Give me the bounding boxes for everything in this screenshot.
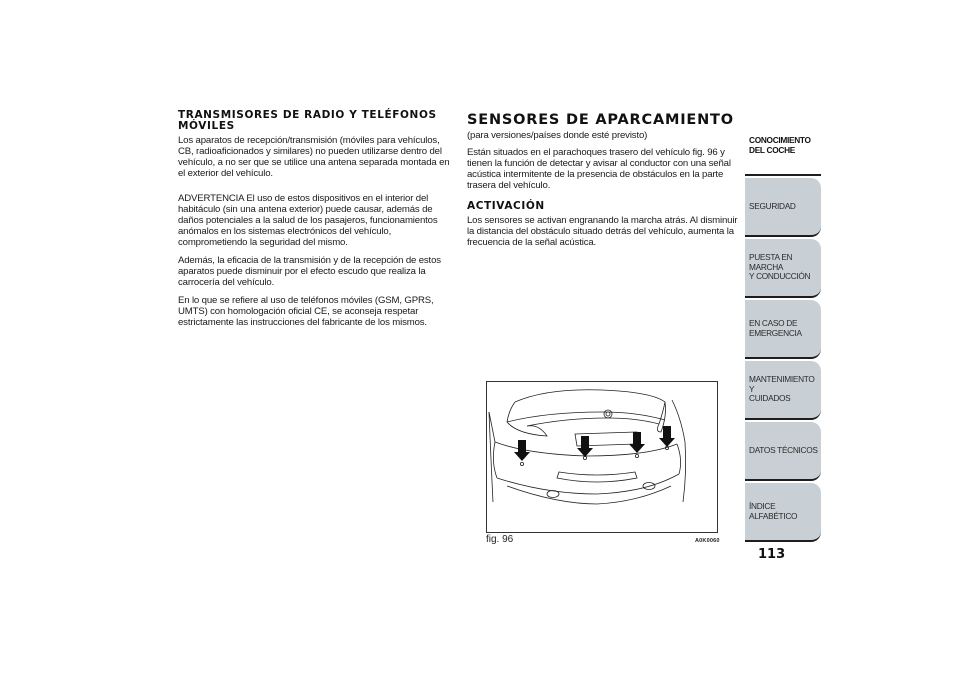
tab-label: PUESTA EN MARCHA Y CONDUCCIÓN (749, 252, 811, 282)
parking-sensors-intro: Están situados en el parachoques trasero del vehículo fig. 96 y tienen la función de detectar y avisar al conductor con una señal acústica intermitente de la presencia de obstáculos en la parte trasera del vehículo. (467, 147, 731, 191)
chapter-tabs (745, 117, 821, 544)
page-number: 113 (758, 547, 786, 562)
radio-section-heading: TRANSMISORES DE RADIO Y TELÉFONOS MÓVILES (178, 109, 437, 132)
tab-en-caso-de-emergencia[interactable] (745, 300, 821, 359)
rear-bumper-sensors-figure (486, 381, 718, 533)
radio-paragraph-1: Los aparatos de recepción/transmisión (móviles para vehículos, CB, radioaficionados y similares) no pueden utilizarse dentro del vehículo, a no ser que se utilice una antena separada montada en el exterior del vehículo. (178, 135, 450, 179)
car-rear-illustration (487, 382, 717, 532)
tab-puesta-en-marcha[interactable] (745, 239, 821, 298)
tab-datos-tecnicos[interactable] (745, 422, 821, 481)
radio-paragraph-4: En lo que se refiere al uso de teléfonos móviles (GSM, GPRS, UMTS) con homologación oficial CE, se aconseja respetar estrictamente las instrucciones del fabricante de los mismos. (178, 295, 434, 328)
tab-indice-alfabetico[interactable] (745, 483, 821, 542)
tab-mantenimiento[interactable] (745, 361, 821, 420)
tab-label: EN CASO DE EMERGENCIA (749, 318, 802, 338)
activation-heading: ACTIVACIÓN (467, 200, 545, 212)
parking-sensors-heading: SENSORES DE APARCAMIENTO (467, 112, 734, 128)
activation-text: Los sensores se activan engranando la marcha atrás. Al disminuir la distancia del obstáculo situado detrás del vehículo, aumenta la frecuencia de la señal acústica. (467, 215, 738, 248)
tab-label: SEGURIDAD (749, 200, 796, 211)
tab-label: CONOCIMIENTO DEL COCHE (749, 135, 811, 155)
radio-warning-paragraph: ADVERTENCIA El uso de estos dispositivos en el interior del habitáculo (sin una antena exterior) puede causar, además de daños potenciales a la salud de los pasajeros, funcionamientos anómalos en los sistemas electrónicos del vehículo, comprometiendo la seguridad del mismo. (178, 193, 438, 248)
parking-sensors-subtitle: (para versiones/países donde esté previsto) (467, 130, 648, 141)
tab-label: MANTENIMIENTO Y CUIDADOS (749, 374, 815, 404)
tab-conocimiento-del-coche[interactable] (745, 117, 821, 176)
right-column (467, 110, 739, 254)
figure-code: A0K0060 (695, 538, 720, 544)
left-column (178, 110, 452, 335)
tab-label: ÍNDICE ALFABÉTICO (749, 501, 798, 521)
tab-seguridad[interactable] (745, 178, 821, 237)
radio-paragraph-3: Además, la eficacia de la transmisión y de la recepción de estos aparatos puede disminuir por el efecto escudo que realiza la carrocería del vehículo. (178, 255, 441, 288)
figure-caption: fig. 96 (486, 534, 514, 545)
tab-label: DATOS TÉCNICOS (749, 444, 818, 455)
